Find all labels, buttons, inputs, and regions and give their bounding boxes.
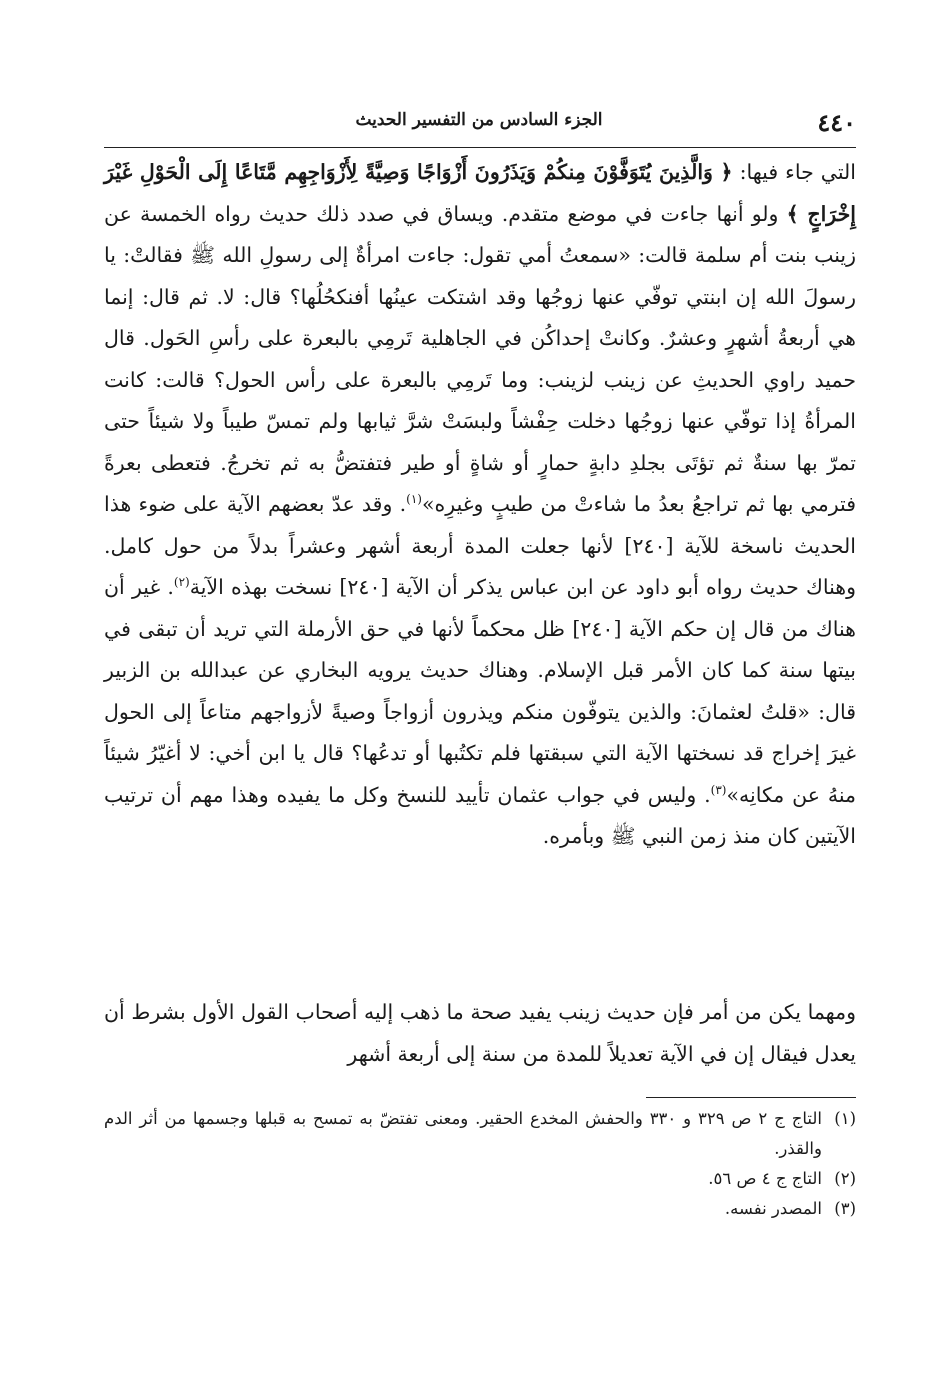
p1-after-quran: ولو أنها جاءت في موضع متقدم. ويساق في صدد ذلك حديث رواه الخمسة عن زينب بنت أم سلمة قالت: «سمعتُ أمي تقول: جاءت امرأةٌ إلى رسولِ الله ﷺ فقالتْ: يا رسولَ الله إن ابنتي توفّي عنها زوجُها وقد اشتكت عينُها أفنكحُلُها؟ قال: لا. ثم قال: إنما هي أربعةُ أشهرٍ وعشرٌ. وكانتْ إحداكُن في الجاهلية تَرمِي بالبعرة على رأسِ الحَول. قال حميد راوي الحديثِ عن زينب لزينب: وما تَرمِي بالبعرة على رأس الحول؟ قالت: كانت المرأةُ إذا توفّي عنها زوجُها دخلت حِفْشاً ولبسَتْ شرَّ ثيابها ولم تمسّ طيباً ولا شيئاً حتى تمرّ بها سنةٌ ثم تؤتَى بجلدِ دابةٍ حمارٍ أو شاةٍ أو طير فتفتضُّ به ثم تخرجُ. فتعطى بعرةً فترمي بها ثم تراجعُ بعدُ ما شاءتْ من طيبٍ وغيرِه» (104, 201, 857, 516)
footnote-number: (٢) (834, 1169, 856, 1188)
footnote-text: التاج ج ٢ ص ٣٢٩ و ٣٣٠ والحفش المخدع الحقير. ومعنى تفتضّ به تمسح به قبلها وجسمها من أثر الدم والقذر. (104, 1109, 822, 1158)
page-header (104, 108, 856, 140)
footnote-text: التاج ج ٤ ص ٥٦. (708, 1169, 822, 1188)
footnote-2 (104, 1164, 856, 1194)
footnote-ref-3: (٣) (710, 782, 727, 797)
footnote-number: (٣) (834, 1199, 856, 1218)
running-title: الجزء السادس من التفسير الحديث (355, 110, 603, 130)
p1-end: . وليس في جواب عثمان تأييد للنسخ وكل ما يفيده وهذا مهم أن ترتيب الآيتين كان منذ زمن النبي ﷺ وبأمره. (104, 782, 856, 848)
quran-verse: ﴿ وَالَّذِينَ يُتَوَفَّوْنَ مِنكُمْ وَيَذَرُونَ أَزْوَاجًا وَصِيَّةً لِأَزْوَاجِهِم مَّتَاعًا إِلَى الْحَوْلِ غَيْرَ إِخْرَاجٍ ﴾ (104, 160, 856, 226)
footnote-1 (104, 1104, 856, 1164)
footnote-ref-1: (١) (406, 492, 422, 507)
footnote-separator (646, 1097, 856, 1098)
footnotes (104, 1104, 856, 1224)
main-paragraph (104, 152, 856, 858)
p1-before-quran: التي جاء فيها: (732, 160, 856, 184)
p1-after-fn1: . وقد عدّ بعضهم الآية على ضوء هذا الحديث ناسخة للآية [٢٤٠] لأنها جعلت المدة أربعة أشهر وعشراً بدلاً من حول كامل. وهناك حديث رواه أبو داود عن ابن عباس يذكر أن الآية [٢٤٠] نسخت بهذه الآية (104, 492, 856, 599)
footnote-number: (١) (834, 1109, 856, 1128)
footnote-ref-2: (٢) (173, 575, 190, 590)
footnote-3 (104, 1194, 856, 1224)
p1-after-fn2: . غير أن هناك من قال إن حكم الآية [٢٤٠] ظل محكماً لأنها في حق الأرملة التي تريد أن تبقى في بيتها سنة كما كان الأمر قبل الإسلام. وهناك حديث يرويه البخاري عن عبدالله بن الزبير قال: «قلتُ لعثمانَ: والذين يتوفّون منكم ويذرون أزواجاً وصيةً لأزواجهم متاعاً إلى الحول غيرَ إخراج قد نسختها الآية التي سبقتها فلم تكتُبها أو تدعُها؟ قال يا ابن أخي: لا أغيّرُ شيئاً منهُ عن مكانِه» (104, 575, 856, 807)
page-number: ٤٤٠ (817, 108, 856, 137)
footnote-text: المصدر نفسه. (724, 1199, 822, 1218)
second-paragraph: ومهما يكن من أمر فإن حديث زينب يفيد صحة ما ذهب إليه أصحاب القول الأول بشرط أن يعدل فيقال إن في الآية تعديلاً للمدة من سنة إلى أربعة أشهر (104, 1000, 856, 1066)
header-rule (104, 147, 856, 148)
